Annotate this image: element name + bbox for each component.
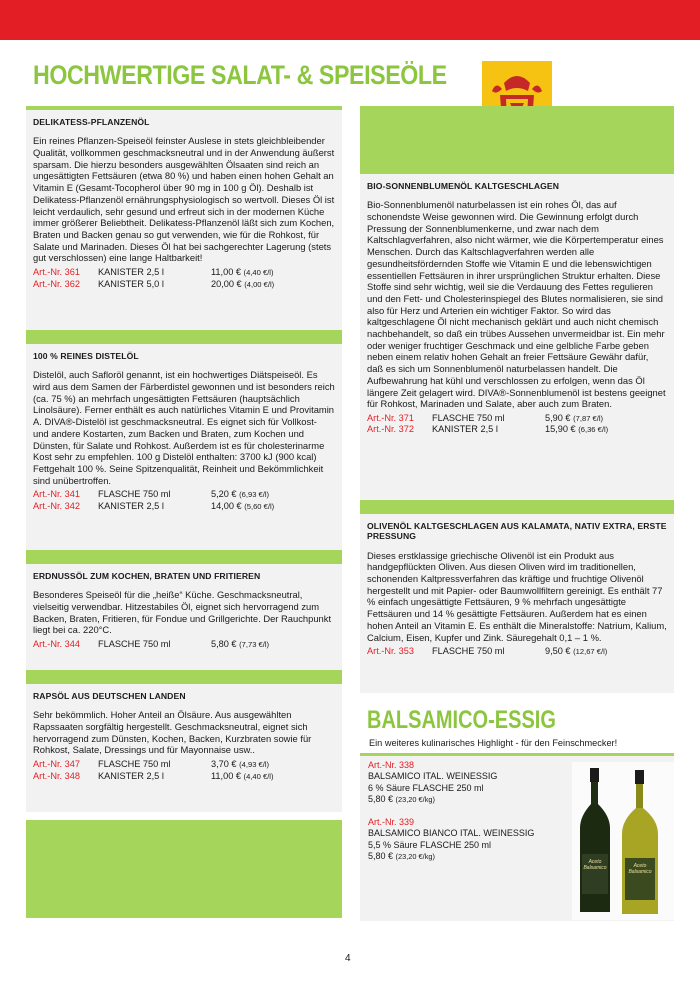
balsamico-item [368,760,497,805]
product-description: Bio-Sonnenblumenöl naturbelassen ist ein rohes Öl, das auf schonendste Weise gewonnen wird. Die Gewinnung erfolgt durch Pressung der Sonnenblumenkerne, und zwar nach dem Kaltschlagverfahren, also nicht wärmer, wie die Körpertemperatur eines Menschen. Durch das Kaltschlagverfahren werden alle gesundheitsfördernden Stoffe wie Vitamin E und die lebenswichtigen essentiellen Fettsäuren in ihrer ursprünglichen Struktur erhalten. Diese Stoffe sind sehr wichtig, weil sie die Verdauung des Fettes regulieren und den Fett- und Cholesterinspiegel des Blutes normalisieren, sie sind also für Herz und Arterien ein wichtiger Faktor. So wird das kaltgeschlagene Öl nicht mechanisch geklärt und auch nicht chemisch nachbehandelt, so daß ein trübes Aussehen unvermeidbar ist. Ein mehr oder weniger fruchtiger Geschmack und eine gelbliche Farbe geben neben einem relativ hohen Gehalt an freier Fettsäure Gewähr dafür, daß es sich um Sonnenblumenöl naturbelassen handelt. Die Aufbewahrung hat kühl und verschlossen zu erfolgen, wenn das Öl längere Zeit gelagert wird. DIVA®-Sonnenblumenöl ist bestens geeignet für Rohkost, Marinaden und Salate, aber auch zum Braten. [367,199,666,410]
product-title: RAPSÖL AUS DEUTSCHEN LANDEN [33,691,186,701]
product-description: Besonderes Speiseöl für die „heiße“ Küche. Geschmacksneutral, vielseitig verwendbar. Hitzestabiles Öl, eignet sich hervorragend zum Backen, Braten, Fritieren, für Fondue und Grillgerichte. Der Rauchpunkt liegt bei ca. 220°C. [33,589,332,636]
item-name: BALSAMICO ITAL. WEINESSIG [368,771,498,782]
product-description: Sehr bekömmlich. Hoher Anteil an Ölsäure. Aus ausgewählten Rapssaaten sorgfältig hergestellt. Geschmacksneutral, eignet sich hervorragend zum Dünsten, Kochen, Backen, Kurzbraten sowie für Rohkost, Salate, Dressings und für Mayonnaise usw.. [33,709,312,756]
item-price: 5,80 € (23,20 €/kg) [368,850,435,861]
top-red-bar [0,0,700,40]
price-row: Art.-Nr. 372 KANISTER 2,5 l 15,90 € (6,36 €/l) [367,424,609,435]
balsamico-subtitle: Ein weiteres kulinarisches Highlight - für den Feinschmecker! [369,738,618,748]
product-title: OLIVENÖL KALTGESCHLAGEN AUS KALAMATA, NATIV EXTRA, ERSTE PRESSUNG [367,521,667,542]
product-title: ERDNUSSÖL ZUM KOCHEN, BRATEN UND FRITIEREN [33,571,261,581]
balsamico-item [368,817,534,862]
balsamico-bottles-photo [572,762,674,920]
right-green-band [360,106,674,170]
item-price: 5,80 € (23,20 €/kg) [368,793,435,804]
green-divider [360,500,674,510]
item-detail: 6 % Säure FLASCHE 250 ml [368,782,484,793]
price-row: Art.-Nr. 353 FLASCHE 750 ml 9,50 € (12,67 €/l) [367,646,608,657]
green-block [26,812,342,918]
left-column [26,106,342,918]
green-divider [26,330,342,340]
bottle-label: Aceto Balsamico [628,863,652,875]
article-number: Art.-Nr. 338 [368,760,415,770]
product-card-oliven [360,510,674,693]
price-row: Art.-Nr. 361 KANISTER 2,5 l 11,00 € (4,40 €/l) [33,267,274,278]
product-description: Distelöl, auch Safloröl genannt, ist ein hochwertiges Diätspeiseöl. Es wird aus dem Samen der Färberdistel gewonnen und ist besonders reich (ca. 75 %) an mehrfach ungesättigten Fettsäuren (hauptsächlich Linolsäure). Ferner enthält es auch natürliches Vitamin E und Provitamin A. DIVA®-Distelöl ist geschmacksneutral. Es eignet sich für Vollkost- und andere Kostarten, zum Backen und Braten, zum Kochen und Dünsten, für Salate und Rohkost. Außerdem ist es für cholesterinarme Kost sehr zu empfehlen. 100 g Distelöl enthalten: 3700 kJ (900 kcal) Fettgehalt 100 %. Seine Spitzenqualität, Reinheit und Bekömmlichkeit sind unübertroffen. [33,369,335,486]
price-row: Art.-Nr. 348 KANISTER 2,5 l 11,00 € (4,40 €/l) [33,770,274,781]
bottle-icon [572,762,674,920]
product-card-pflanzenoel [26,106,342,330]
price-row: Art.-Nr. 344 FLASCHE 750 ml 5,80 € (7,73 €/l) [33,639,270,650]
product-description: Ein reines Pflanzen-Speiseöl feinster Auslese in stets gleichbleibender Qualität, vollkommen geschmacksneutral und in der Anwendung äußerst sparsam. Die hierzu besonders ausgewählten Ölsaaten sind reich an ungesättigten Fettsäuren (etwa 80 %) und haben einen hohen Gehalt an Vitamin E (Gesamt-Tocopherol über 90 mg in 100 g Öl). Deshalb ist Delikatess-Pflanzenöl ernährungsphysiologisch so wertvoll. Dieses Öl ist leicht verdaulich, sehr gesund und erfreut sich in der modernen Küche immer größerer Beliebtheit. Delikatess-Pflanzenöl läßt sich zum Kochen, Braten und Backen genau so gut verwenden, wie für die Rohkost, für Salate und Marinaden. Dieses Öl hat bei sachgerechter Lagerung (stets gut verschlossen) eine lange Haltbarkeit! [33,135,335,264]
green-divider [26,670,342,680]
balsamico-title: BALSAMICO-ESSIG [367,706,556,734]
product-title: DELIKATESS-PFLANZENÖL [33,117,150,127]
product-card-erdnuss [26,560,342,670]
balsamico-card [360,753,674,921]
product-title: BIO-SONNENBLUMENÖL KALTGESCHLAGEN [367,181,560,191]
price-row: Art.-Nr. 341 FLASCHE 750 ml 5,20 € (6,93 €/l) [33,489,270,500]
page-title: HOCHWERTIGE SALAT- & SPEISEÖLE [33,60,447,90]
right-column [360,170,674,693]
item-detail: 5,5 % Säure FLASCHE 250 ml [368,839,492,850]
price-row: Art.-Nr. 342 KANISTER 2,5 l 14,00 € (5,60 €/l) [33,500,275,511]
item-name: BALSAMICO BIANCO ITAL. WEINESSIG [368,828,535,839]
bottle-label: Aceto Balsamico [583,859,607,871]
price-row: Art.-Nr. 371 FLASCHE 750 ml 5,90 € (7,87 €/l) [367,412,604,423]
page-number: 4 [345,953,351,964]
product-card-sonnenblume [360,170,674,500]
article-number: Art.-Nr. 339 [368,817,415,827]
product-card-raps [26,680,342,812]
product-card-distel [26,340,342,550]
green-divider [26,550,342,560]
product-description: Dieses erstklassige griechische Olivenöl ist ein Produkt aus handgepflückten Oliven. Aus diesen Oliven wird im traditionellen, schonenden Kaltpressverfahren das kräftige und fruchtige Olivenöl hergestellt und mit Papier- oder Baumwollfiltern gereinigt. Es enthält 77 % einfach ungesättigte Fettsäuren, 9 % mehrfach ungesättigte Fettsäuren und 14 % gesättigte Fettsäuren. Außerdem hat es einen hohen Anteil an Vitamin E. Es enthält die Mineralstoffe: Natrium, Kalium, Calcium, Eisen, Kupfer und Zink. Säuregehalt 0,1 – 1 %. [367,549,667,643]
price-row: Art.-Nr. 347 FLASCHE 750 ml 3,70 € (4,93 €/l) [33,759,270,770]
product-title: 100 % REINES DISTELÖL [33,351,139,361]
price-row: Art.-Nr. 362 KANISTER 5,0 l 20,00 € (4,00 €/l) [33,278,275,289]
